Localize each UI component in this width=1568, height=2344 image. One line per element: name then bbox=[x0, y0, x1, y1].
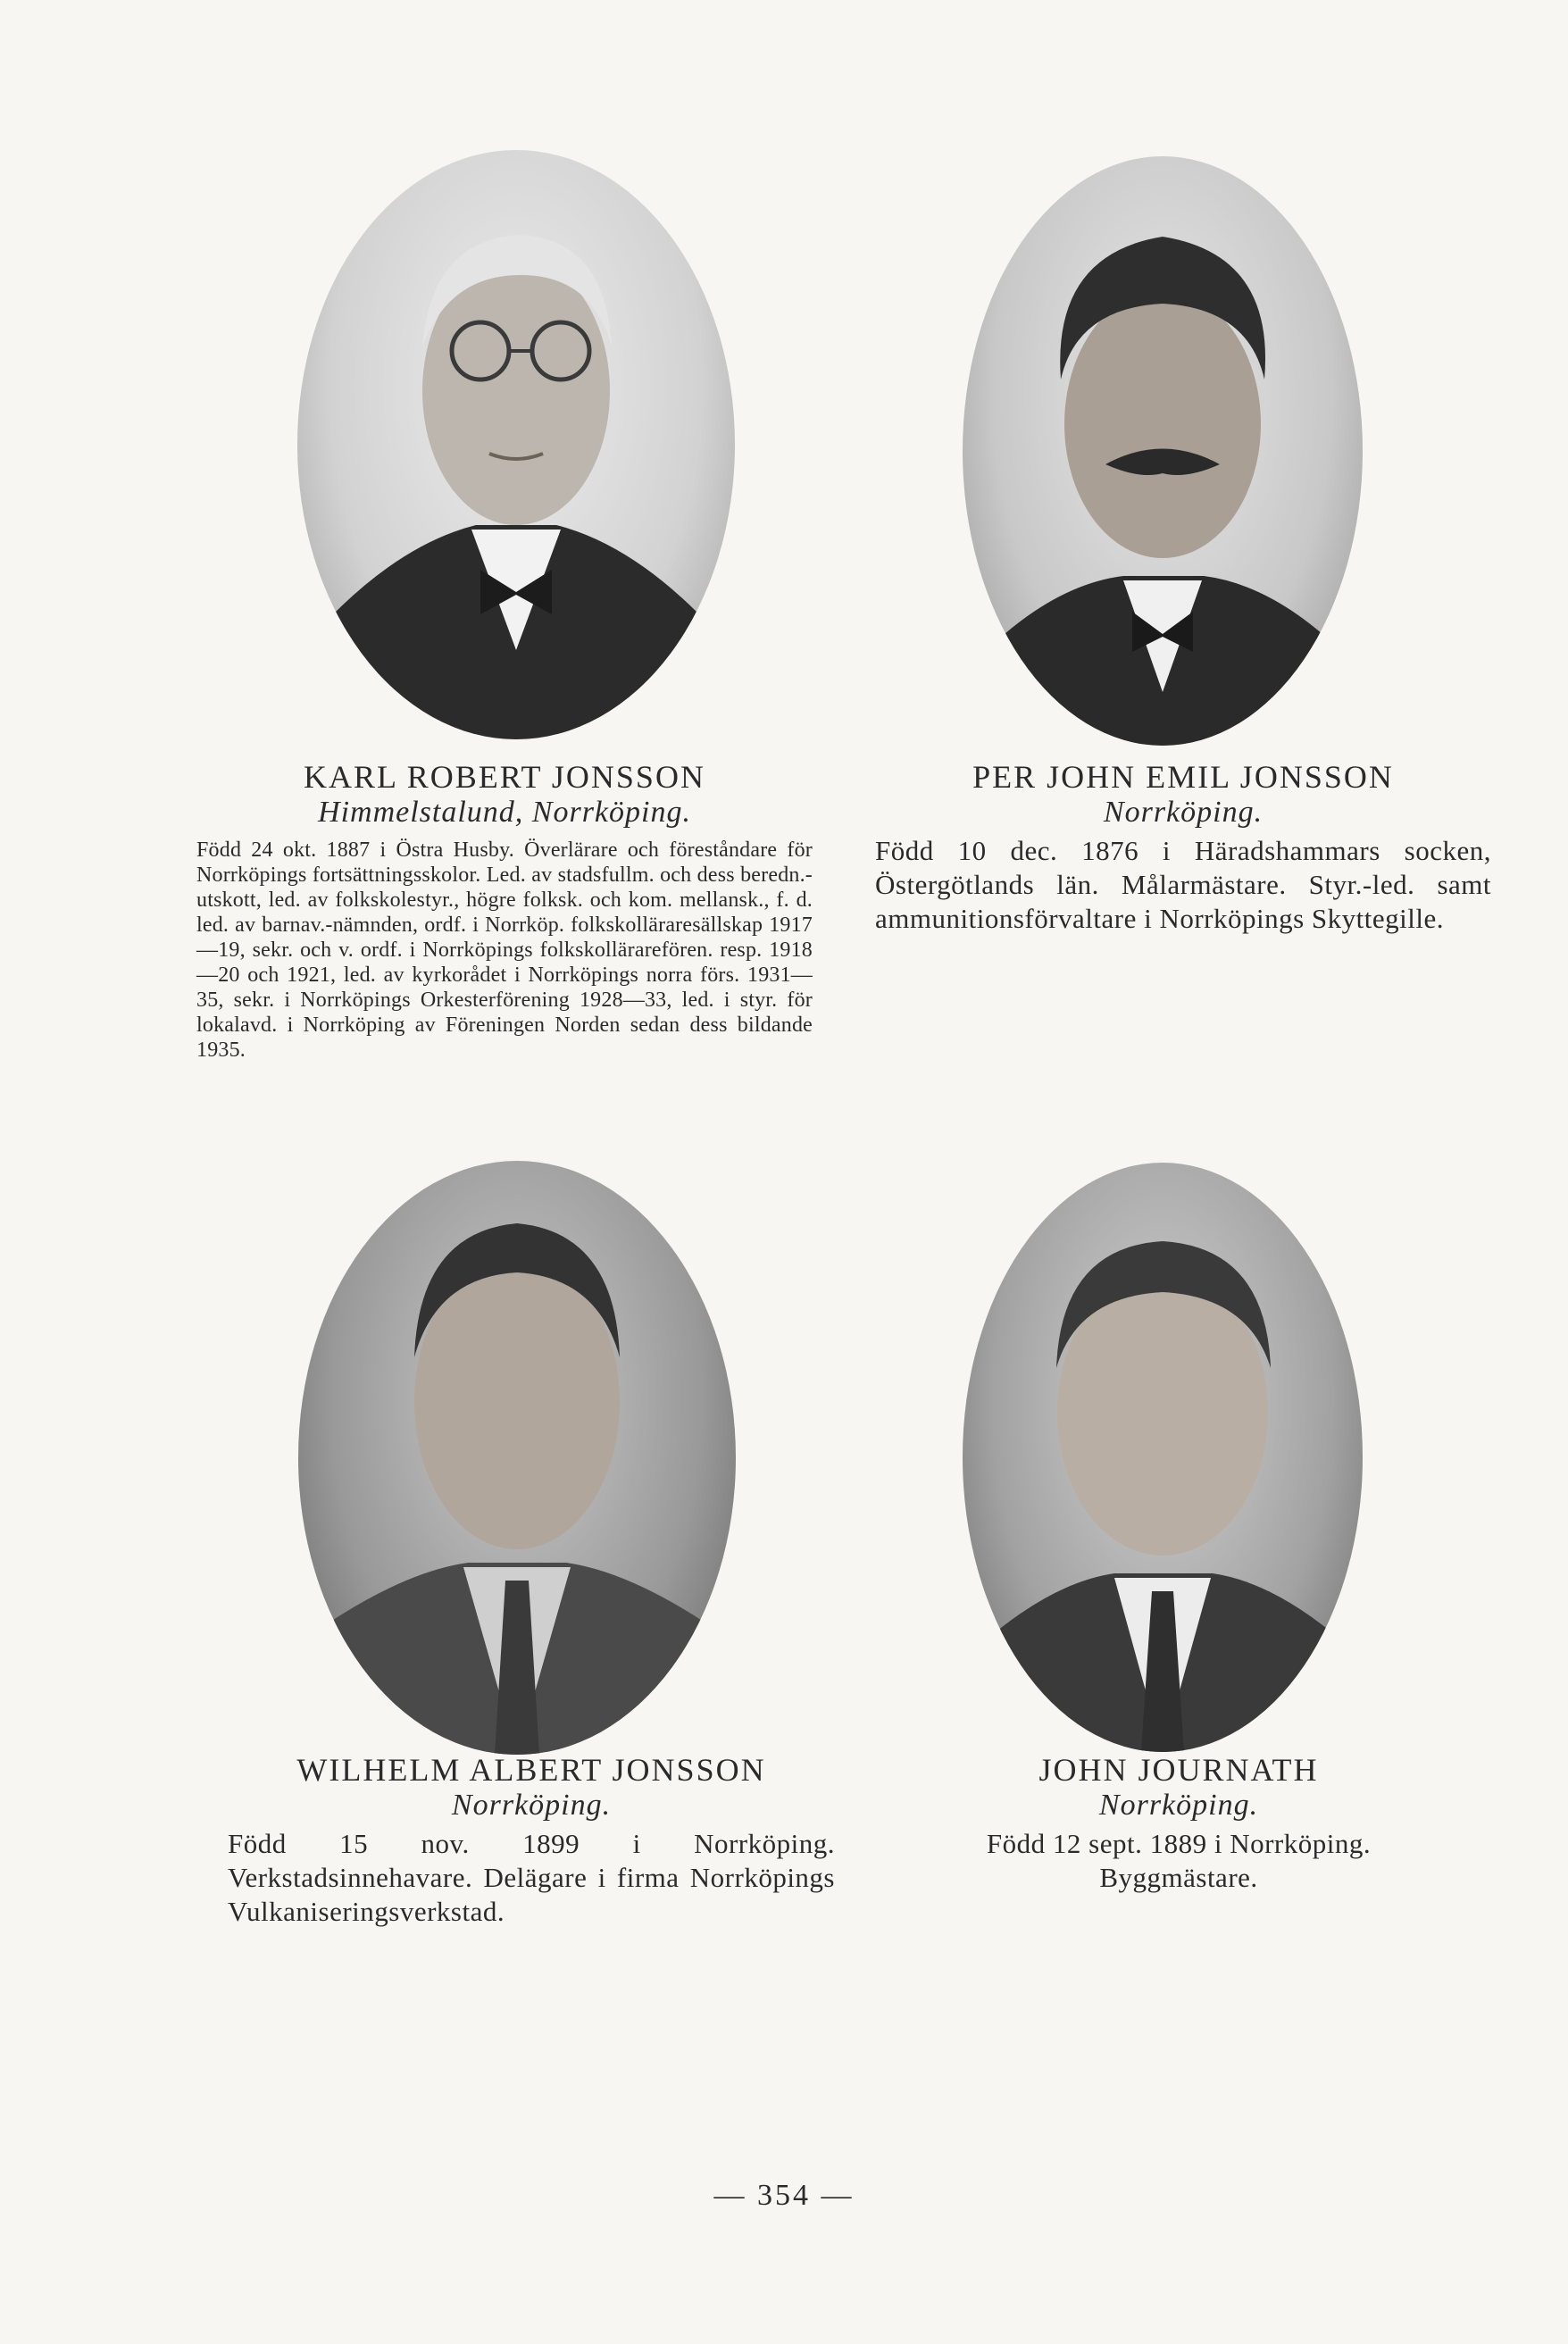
person-name: WILHELM ALBERT JONSSON bbox=[296, 1752, 766, 1788]
person-name: KARL ROBERT JONSSON bbox=[304, 759, 705, 795]
portrait-photo bbox=[298, 1161, 736, 1755]
entry-john-journath bbox=[920, 1752, 1438, 1895]
person-biography: Född 12 sept. 1889 i Norrköping. Byggmästare. bbox=[986, 1828, 1372, 1893]
page-number: — 354 — bbox=[713, 2179, 855, 2212]
person-residence: Himmelstalund, Norrköping. bbox=[318, 796, 691, 829]
portrait-photo bbox=[297, 150, 735, 739]
portrait-photo bbox=[963, 1163, 1363, 1752]
entry-per-john-emil-jonsson bbox=[875, 759, 1491, 936]
entry-wilhelm-albert-jonsson bbox=[228, 1752, 835, 1929]
person-name: PER JOHN EMIL JONSSON bbox=[972, 759, 1394, 795]
person-biography: Född 10 dec. 1876 i Häradshammars socken, Östergötlands län. Målarmästare. Styr.-led. samt ammunitionsförvaltare i Norrköpings Skyttegille. bbox=[875, 835, 1491, 934]
portrait-photo bbox=[963, 156, 1363, 746]
person-residence: Norrköping. bbox=[1098, 1789, 1259, 1822]
person-residence: Norrköping. bbox=[1103, 796, 1264, 829]
person-name: JOHN JOURNATH bbox=[1038, 1752, 1319, 1788]
person-residence: Norrköping. bbox=[451, 1789, 612, 1822]
portrait-per-john-emil-jonsson bbox=[963, 156, 1363, 746]
portrait-karl-robert-jonsson bbox=[297, 150, 735, 739]
portrait-john-journath bbox=[963, 1163, 1363, 1752]
entry-karl-robert-jonsson bbox=[196, 759, 813, 1063]
person-biography: Född 15 nov. 1899 i Norrköping. Verkstadsinnehavare. Delägare i firma Norrköpings Vulkaniseringsverkstad. bbox=[228, 1828, 835, 1927]
person-biography: Född 24 okt. 1887 i Östra Husby. Överlärare och föreståndare för Norrköpings fortsättningsskolor. Led. av stadsfullm. och dess beredn.-utskott, led. av folkskolestyr., högre folksk. och kom. mellansk., f. d. led. av barnav.-nämnden, ordf. i Norrköp. folkskollärаresällskap 1917—19, sekr. och v. ordf. i Norrköpings folkskollärarefören. resp. 1918—20 och 1921, led. av kyrkorådet i Norrköpings norra förs. 1931—35, sekr. i Norrköpings Orkesterförening 1928—33, led. i styr. för lokalavd. i Norrköping av Föreningen Norden sedan dess bildande 1935. bbox=[196, 838, 813, 1062]
portrait-wilhelm-albert-jonsson bbox=[298, 1161, 736, 1755]
